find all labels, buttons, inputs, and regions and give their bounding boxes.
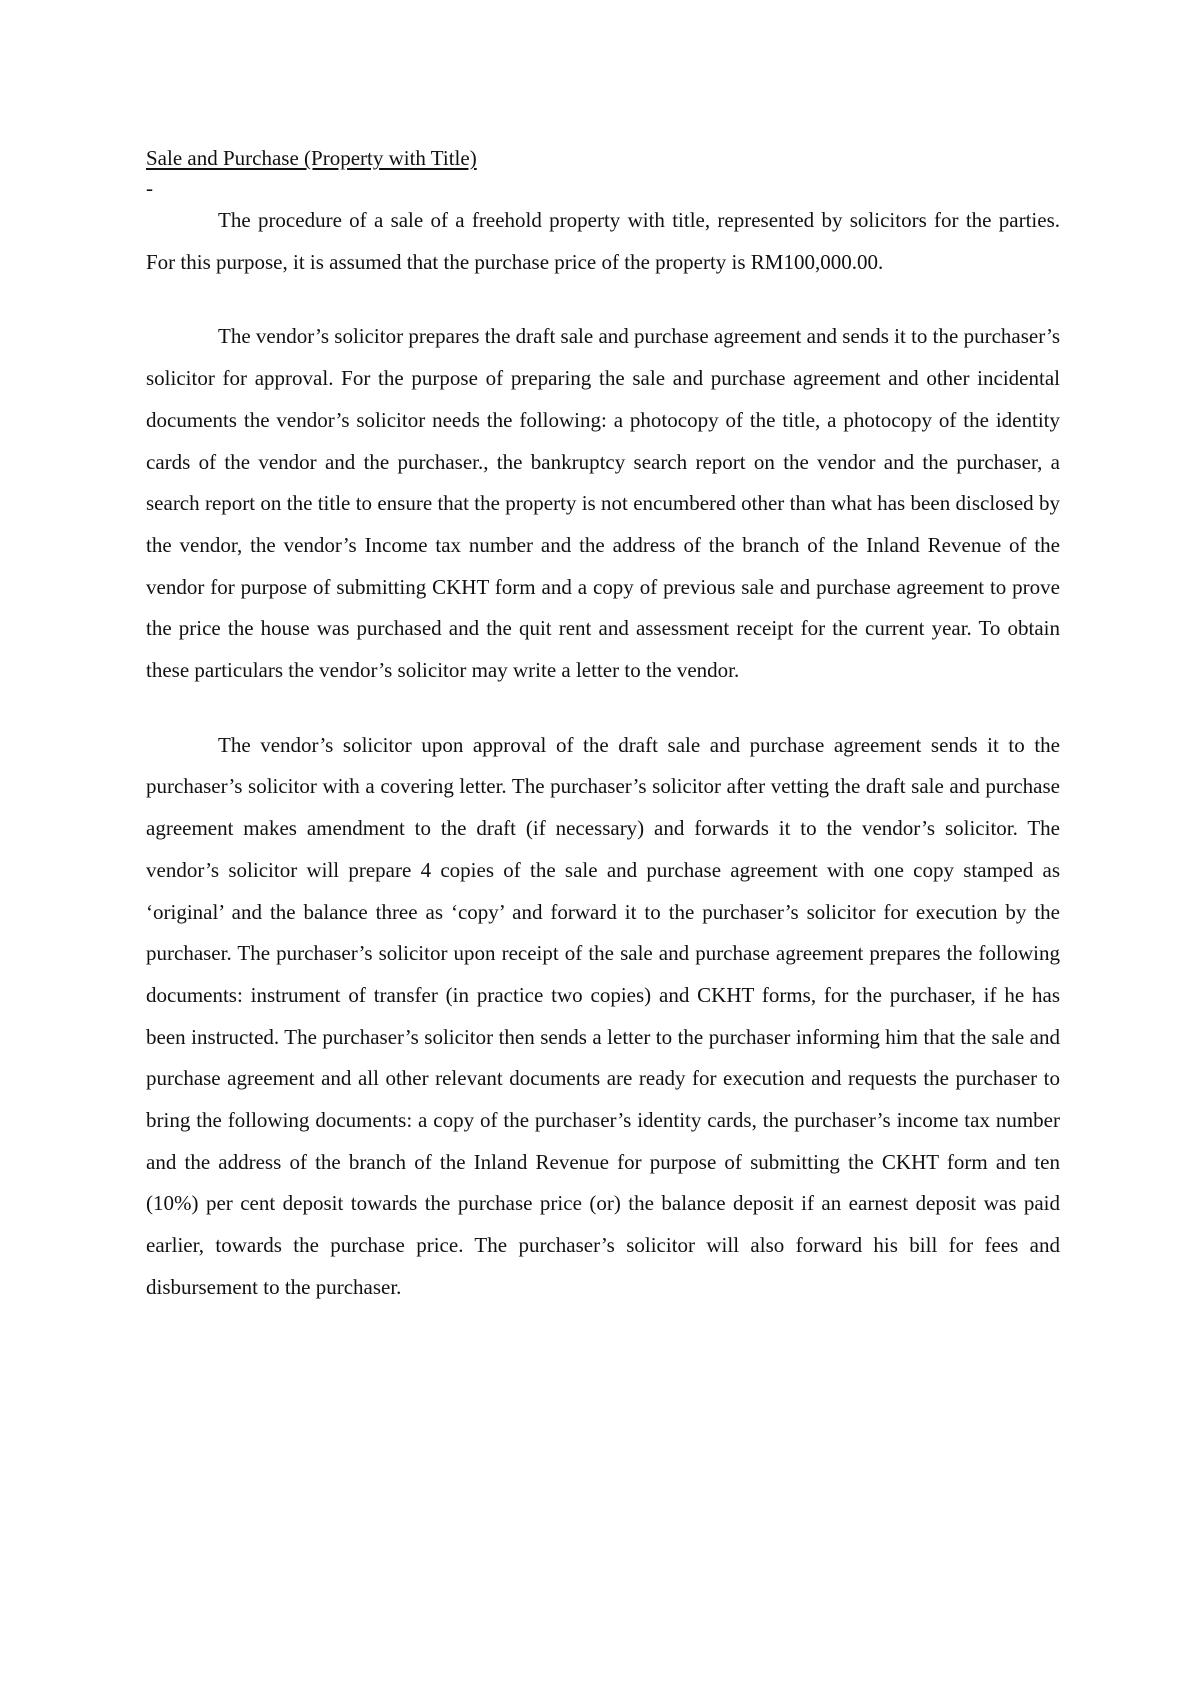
document-body [146,144,1060,1309]
paragraph-procedure: The procedure of a sale of a freehold property with title, represented by solicitors for the parties. For this purpose, it is assumed that the purchase price of the property is RM100,000.00. [146,208,1060,274]
paragraph-execution: The vendor’s solicitor upon approval of the draft sale and purchase agreement sends it to the purchaser’s solicitor with a covering letter. The purchaser’s solicitor after vetting the draft sale and purchase agreement makes amendment to the draft (if necessary) and forwards it to the vendor’s solicitor. The vendor’s solicitor will prepare 4 copies of the sale and purchase agreement with one copy stamped as ‘original’ and the balance three as ‘copy’ and forward it to the purchaser’s solicitor for execution by the purchaser. The purchaser’s solicitor upon receipt of the sale and purchase agreement prepares the following documents: instrument of transfer (in practice two copies) and CKHT forms, for the purchaser, if he has been instructed. The purchaser’s solicitor then sends a letter to the purchaser informing him that the sale and purchase agreement and all other relevant documents are ready for execution and requests the purchaser to bring the following documents: a copy of the purchaser’s identity cards, the purchaser’s income tax number and the address of the branch of the Inland Revenue for purpose of submitting the CKHT form and ten (10%) per cent deposit towards the purchase price (or) the balance deposit if an earnest deposit was paid earlier, towards the purchase price. The purchaser’s solicitor will also forward his bill for fees and disbursement to the purchaser. [146,732,1060,1299]
dash-mark: - [146,176,153,200]
document-title: Sale and Purchase (Property with Title) [146,146,477,170]
paragraph-draft-agreement: The vendor’s solicitor prepares the draft sale and purchase agreement and sends it to the purchaser’s solicitor for approval. For the purpose of preparing the sale and purchase agreement and other incidental documents the vendor’s solicitor needs the following: a photocopy of the title, a photocopy of the identity cards of the vendor and the purchaser., the bankruptcy search report on the vendor and the purchaser, a search report on the title to ensure that the property is not encumbered other than what has been disclosed by the vendor, the vendor’s Income tax number and the address of the branch of the Inland Revenue of the vendor for purpose of submitting CKHT form and a copy of previous sale and purchase agreement to prove the price the house was purchased and the quit rent and assessment receipt for the current year. To obtain these particulars the vendor’s solicitor may write a letter to the vendor. [146,324,1060,683]
